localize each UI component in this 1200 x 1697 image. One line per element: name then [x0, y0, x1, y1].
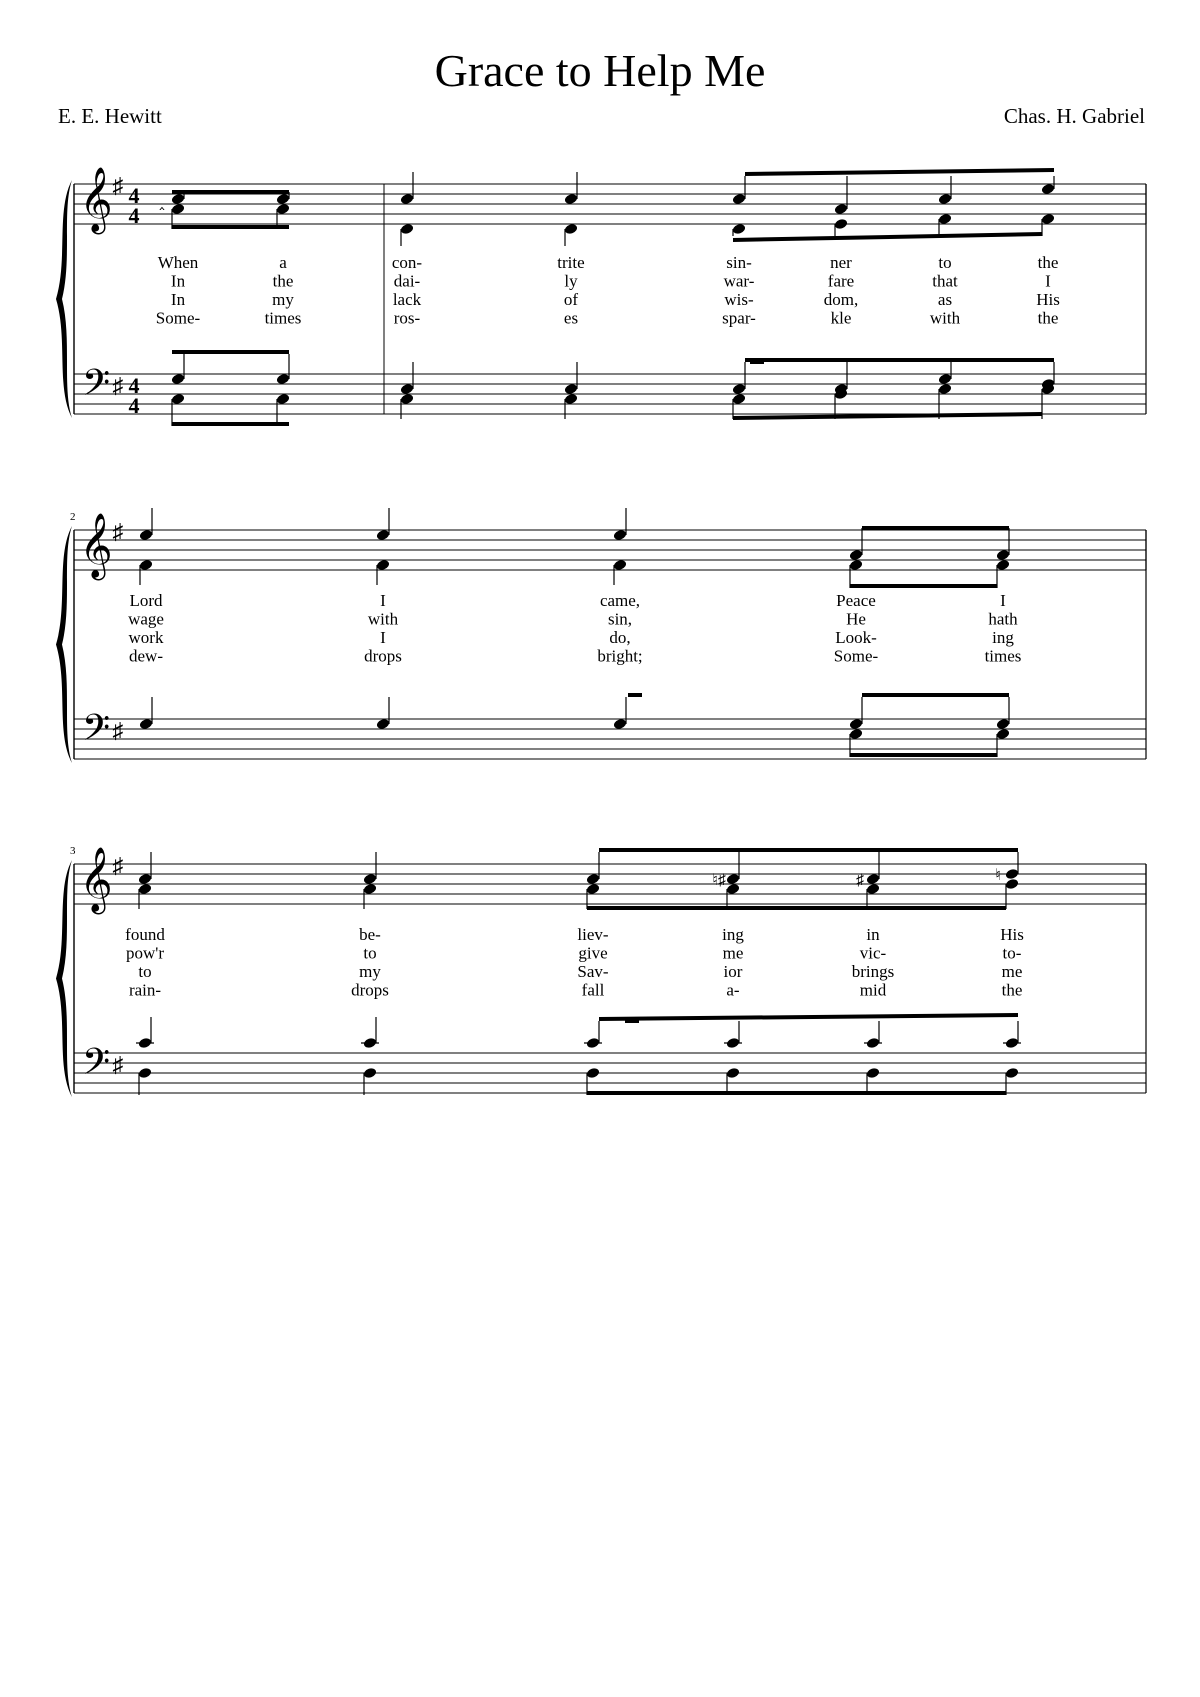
notehead: [400, 193, 415, 206]
lyric-syllable: vic-: [859, 943, 887, 963]
notehead: [376, 559, 391, 572]
brace: [56, 180, 72, 418]
lyric-syllable: drops: [364, 646, 402, 666]
lyric-syllable: wis-: [724, 290, 754, 309]
lyric-syllable: the: [1037, 308, 1059, 328]
lyric-syllable: ior: [723, 962, 743, 981]
notehead: [564, 193, 579, 206]
sharp-icon: ♯: [112, 173, 124, 198]
beam: [745, 358, 1054, 362]
notehead: [938, 193, 953, 206]
lyric-syllable: ing: [992, 628, 1014, 647]
lyric-syllable: Peace: [836, 591, 876, 610]
lyric-syllable: in: [866, 925, 880, 944]
notehead: [732, 383, 747, 396]
rest-icon: [750, 360, 764, 364]
notehead: [732, 193, 747, 206]
lyric-syllable: sin,: [607, 609, 633, 629]
lyric-syllable: mid: [859, 980, 887, 1000]
lyric-syllable: I: [1045, 271, 1051, 291]
beam: [862, 526, 1009, 530]
lyric-syllable: to: [138, 962, 152, 981]
notehead: [139, 529, 154, 542]
beam: [733, 232, 1042, 242]
notehead: [613, 559, 628, 572]
notehead: [726, 873, 741, 886]
lyric-syllable: my: [359, 962, 381, 981]
beam: [172, 190, 289, 194]
lyric-syllable: to-: [1002, 943, 1022, 963]
notehead: [726, 1067, 741, 1080]
lyric-syllable: fare: [827, 271, 855, 291]
lyric-syllable: the: [272, 271, 294, 291]
treble-clef-icon: 𝄞: [79, 849, 113, 911]
notehead: [586, 883, 601, 896]
lyric-syllable: dai-: [393, 271, 421, 291]
lyric-syllable: found: [125, 925, 165, 944]
lyric-syllable: brings: [851, 962, 895, 981]
notehead: [834, 218, 849, 231]
lyric-syllable: times: [984, 646, 1022, 666]
lyric-syllable: He: [846, 609, 866, 629]
lyric-syllable: sin-: [726, 253, 752, 272]
lyric-syllable: me: [1001, 962, 1023, 981]
lyric-syllable: as: [937, 290, 953, 309]
notehead: [1005, 1067, 1020, 1080]
grace-mark-icon: ‸: [159, 193, 165, 210]
lyric-syllable: that: [932, 271, 958, 291]
notehead: [138, 883, 153, 896]
notehead: [564, 393, 579, 406]
time-sig-denominator: 4: [128, 393, 140, 418]
lyric-syllable: lack: [392, 290, 422, 309]
measure-number: 2: [70, 511, 76, 523]
time-sig-numerator: 4: [128, 183, 140, 208]
lyric-syllable: Some-: [833, 646, 879, 666]
notehead: [996, 728, 1011, 741]
lyric-syllable: spar-: [722, 308, 756, 328]
lyric-syllable: con-: [391, 253, 423, 272]
notehead: [732, 393, 747, 406]
notehead: [276, 393, 291, 406]
lyric-syllable: bright;: [597, 646, 643, 666]
notehead: [586, 1067, 601, 1080]
lyricist-credit: E. E. Hewitt: [58, 104, 162, 128]
notehead: [866, 873, 881, 886]
beam: [172, 350, 289, 354]
lyric-syllable: pow'r: [125, 943, 165, 963]
notehead: [138, 873, 153, 886]
sharp-icon: ♯: [112, 1052, 124, 1077]
lyric-syllable: to: [363, 943, 377, 963]
notehead: [139, 718, 154, 731]
lyric-syllable: When: [157, 253, 199, 272]
notehead: [732, 223, 747, 236]
notehead: [276, 373, 291, 386]
lyric-syllable: with: [929, 308, 961, 328]
beam: [862, 693, 1009, 697]
notehead: [866, 883, 881, 896]
lyric-syllable: In: [170, 271, 186, 291]
notehead: [996, 718, 1011, 731]
lyric-syllable: came,: [599, 591, 641, 610]
lyric-syllable: times: [264, 308, 302, 328]
notehead: [938, 373, 953, 386]
lyric-syllable: be-: [359, 925, 381, 944]
lyric-syllable: I: [1000, 591, 1006, 610]
brace: [56, 526, 72, 763]
notehead: [996, 559, 1011, 572]
song-title: Grace to Help Me: [434, 45, 766, 96]
lyric-syllable: I: [380, 591, 386, 610]
lyric-syllable: to: [938, 253, 952, 272]
lyric-syllable: hath: [988, 609, 1018, 629]
beam: [599, 848, 1018, 852]
rest-icon: [625, 1019, 639, 1023]
bass-clef-icon: 𝄢: [81, 708, 111, 757]
lyric-syllable: dom,: [823, 290, 859, 309]
time-sig-denominator: 4: [128, 203, 140, 228]
beam: [172, 422, 289, 426]
lyric-syllable: Lord: [129, 591, 163, 610]
notehead: [171, 193, 186, 206]
notehead: [363, 873, 378, 886]
lyric-syllable: Sav-: [577, 962, 609, 981]
sharp-icon: ♯: [112, 519, 124, 544]
lyric-syllable: His: [1036, 290, 1060, 309]
lyric-syllable: a-: [726, 980, 740, 1000]
lyric-syllable: rain-: [128, 980, 162, 1000]
notehead: [849, 549, 864, 562]
notehead: [726, 883, 741, 896]
notehead: [400, 383, 415, 396]
notehead: [613, 718, 628, 731]
notehead: [400, 223, 415, 236]
lyric-syllable: drops: [351, 980, 389, 1000]
notehead: [363, 1067, 378, 1080]
lyric-syllable: ros-: [393, 308, 421, 328]
lyric-syllable: Some-: [155, 308, 201, 328]
notehead: [866, 1067, 881, 1080]
notehead: [834, 203, 849, 216]
lyric-syllable: Look-: [835, 628, 877, 647]
notehead: [849, 728, 864, 741]
treble-clef-icon: 𝄞: [79, 169, 113, 231]
beam: [587, 906, 1006, 910]
measure-number: 3: [70, 845, 76, 857]
lyric-syllable: work: [128, 628, 164, 647]
lyric-syllable: a: [279, 253, 287, 272]
notehead: [1041, 213, 1056, 226]
lyric-syllable: ly: [564, 271, 578, 291]
notehead: [938, 213, 953, 226]
lyric-syllable: war-: [723, 271, 755, 291]
notehead: [938, 383, 953, 396]
notehead: [376, 718, 391, 731]
beam: [850, 753, 997, 757]
accidental-icon: ♮♯: [712, 872, 726, 889]
sharp-icon: ♯: [112, 373, 124, 398]
lyric-syllable: trite: [557, 253, 585, 272]
notehead: [586, 873, 601, 886]
notehead: [276, 203, 291, 216]
lyric-syllable: fall: [581, 980, 605, 1000]
lyric-syllable: wage: [128, 609, 164, 629]
notehead: [363, 883, 378, 896]
lyric-syllable: the: [1001, 980, 1023, 1000]
notehead: [171, 393, 186, 406]
notehead: [564, 223, 579, 236]
lyric-syllable: es: [563, 308, 579, 328]
notehead: [138, 1067, 153, 1080]
time-sig-numerator: 4: [128, 373, 140, 398]
bass-clef-icon: 𝄢: [81, 363, 111, 412]
notehead: [564, 383, 579, 396]
lyric-syllable: of: [563, 290, 579, 309]
beam: [850, 584, 997, 588]
notehead: [276, 193, 291, 206]
notehead: [171, 373, 186, 386]
notehead: [400, 393, 415, 406]
notehead: [1041, 183, 1056, 196]
brace: [56, 860, 72, 1097]
beam: [599, 1013, 1018, 1021]
lyric-syllable: His: [1000, 925, 1024, 944]
lyric-syllable: I: [380, 628, 386, 647]
sharp-icon: ♯: [856, 872, 864, 889]
lyric-syllable: give: [578, 943, 608, 963]
bass-clef-icon: 𝄢: [81, 1042, 111, 1091]
lyric-syllable: with: [367, 609, 399, 629]
notehead: [1005, 878, 1020, 891]
treble-clef-icon: 𝄞: [79, 515, 113, 577]
lyric-syllable: the: [1037, 253, 1059, 272]
notehead: [376, 529, 391, 542]
notehead: [613, 529, 628, 542]
beam: [745, 168, 1054, 176]
notehead: [849, 718, 864, 731]
lyric-syllable: kle: [830, 308, 852, 328]
natural-icon: ♮: [995, 867, 1001, 884]
lyric-syllable: me: [722, 943, 744, 963]
lyric-syllable: ner: [830, 253, 852, 272]
notehead: [849, 559, 864, 572]
sharp-icon: ♯: [112, 718, 124, 743]
lyric-syllable: dew-: [129, 646, 163, 666]
composer-credit: Chas. H. Gabriel: [1003, 104, 1145, 128]
lyric-syllable: my: [272, 290, 294, 309]
lyric-syllable: do,: [609, 628, 631, 647]
beam: [172, 225, 289, 229]
beam: [587, 1091, 1006, 1095]
beam: [733, 412, 1042, 420]
lyric-syllable: liev-: [577, 925, 609, 944]
rest-icon: [628, 693, 642, 697]
notehead: [171, 203, 186, 216]
notehead: [996, 549, 1011, 562]
notehead: [1005, 868, 1020, 881]
lyric-syllable: In: [170, 290, 186, 309]
lyric-syllable: ing: [722, 925, 744, 944]
sharp-icon: ♯: [112, 853, 124, 878]
notehead: [139, 559, 154, 572]
